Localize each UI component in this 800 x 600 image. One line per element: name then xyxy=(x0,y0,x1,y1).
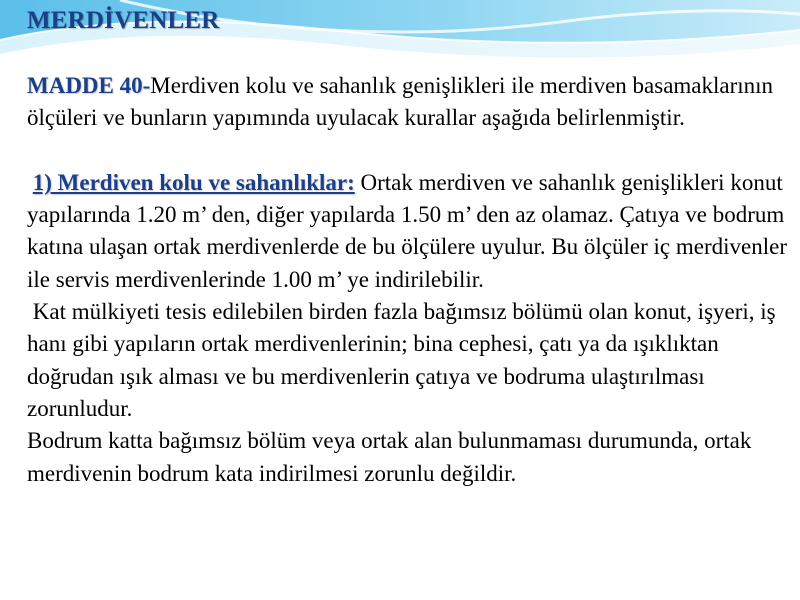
paragraph-condominium xyxy=(27,296,797,425)
section-label: 1) Merdiven kolu ve sahanlıklar: xyxy=(32,169,355,195)
article-label: MADDE 40- xyxy=(27,73,151,98)
section-paragraph xyxy=(27,167,797,296)
spacer xyxy=(27,135,797,167)
paragraph-condominium-text: Kat mülkiyeti tesis edilebilen birden fazla bağımsız bölümü olan konut, işyeri, iş hanı gibi yapıların ortak merdivenlerinin; bina cephesi, çatı ya da ışıklıktan doğrudan ışık alması ve bu merdivenlerin çatıya ve bodruma ulaştırılması zorunludur. xyxy=(27,299,776,421)
article-text: Merdiven kolu ve sahanlık genişlikleri ile merdiven basamaklarının ölçüleri ve bunların yapımında uyulacak kurallar aşağıda belirlenmiştir. xyxy=(27,73,774,131)
section-text: Ortak merdiven ve sahanlık genişlikleri konut yapılarında 1.20 m’ den, diğer yapılarda 1.50 m’ den az olamaz. Çatıya ve bodrum katına ulaşan ortak merdivenlerde de bu ölçülere uyulur. Bu ölçüler iç merdivenler ile servis merdivenlerinde 1.00 m’ ye indirilebilir. xyxy=(27,169,787,292)
slide-title: MERDİVENLER xyxy=(27,7,220,34)
article-paragraph xyxy=(27,70,797,135)
paragraph-basement: Bodrum katta bağımsız bölüm veya ortak alan bulunmaması durumunda, ortak merdivenin bodrum kata indirilmesi zorunlu değildir. xyxy=(27,428,752,486)
slide-body xyxy=(27,70,797,490)
